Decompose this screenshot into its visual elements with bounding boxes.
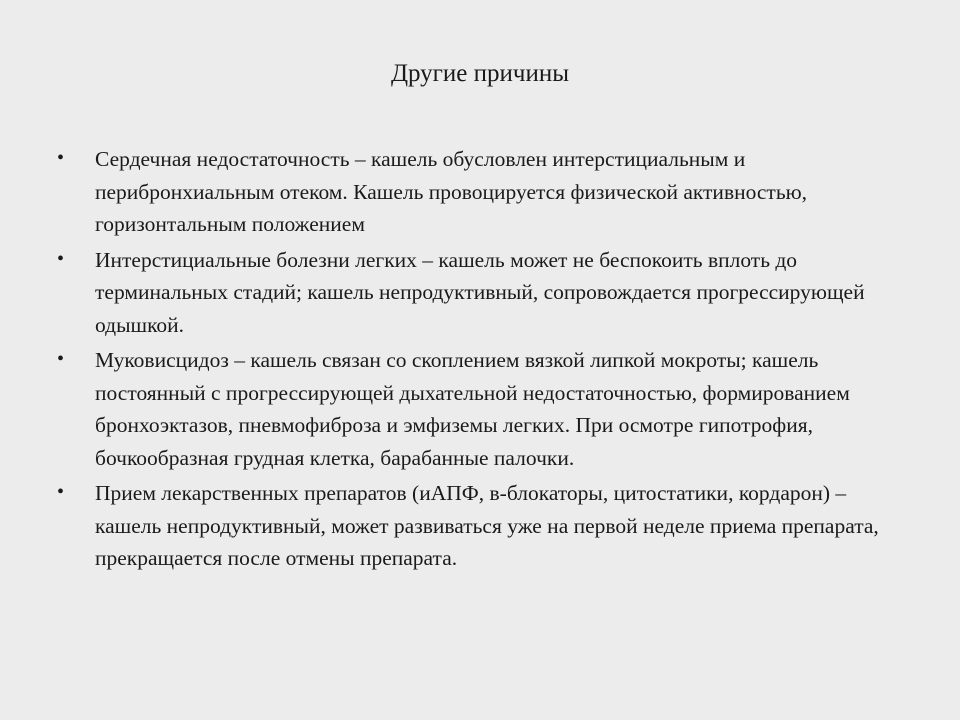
bullet-item-medications	[55, 477, 915, 575]
slide-title: Другие причины	[390, 60, 570, 87]
bullet-text: Муковисцидоз – кашель связан со скоплением вязкой липкой мокроты; кашель постоянный с прогрессирующей дыхательной недостаточностью, формированием бронхоэктазов, пневмофиброза и эмфиземы легких. При осмотре гипотрофия, бочкообразная грудная клетка, барабанные палочки.	[95, 348, 850, 470]
bullet-icon: •	[57, 147, 65, 169]
bullet-item-cystic-fibrosis	[55, 344, 915, 474]
bullet-icon: •	[57, 481, 65, 503]
bullet-text: Интерстициальные болезни легких – кашель может не беспокоить вплоть до терминальных стадий; кашель непродуктивный, сопровождается прогрессирующей одышкой.	[95, 247, 865, 337]
bullet-text: Сердечная недостаточность – кашель обусловлен интерстициальным и перибронхиальным отеком. Кашель провоцируется физической активностью, горизонтальным положением	[95, 147, 808, 236]
bullet-list	[55, 143, 915, 578]
bullet-text: Прием лекарственных препаратов (иАПФ, в-блокаторы, цитостатики, кордарон) – кашель непродуктивный, может развиваться уже на первой неделе приема препарата, прекращается после отмены препарата.	[95, 481, 879, 570]
bullet-icon: •	[57, 247, 65, 270]
bullet-icon: •	[57, 348, 65, 370]
bullet-item-interstitial-lung-disease	[55, 244, 915, 342]
bullet-item-heart-failure	[55, 143, 915, 241]
